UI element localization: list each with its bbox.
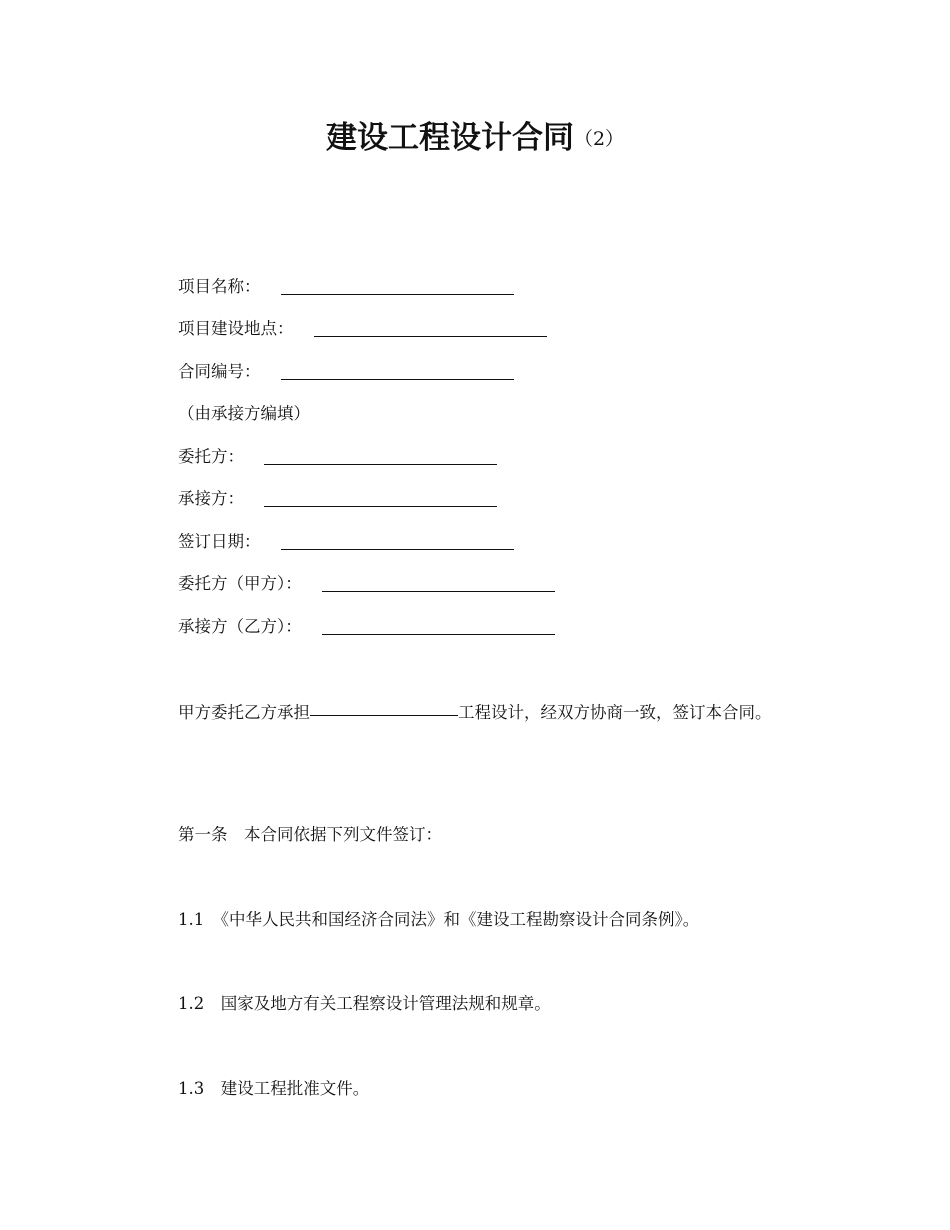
field-label: 项目名称： xyxy=(178,277,261,296)
field-blank[interactable] xyxy=(281,294,514,295)
field-blank[interactable] xyxy=(322,634,555,635)
intro-after: 工程设计，经双方协商一致，签订本合同。 xyxy=(458,703,772,722)
field-blank[interactable] xyxy=(281,549,514,550)
article-1-item: 1.1 《中华人民共和国经济合同法》和《建设工程勘察设计合同条例》。 xyxy=(178,910,700,929)
project-name-blank[interactable] xyxy=(310,715,458,716)
field-party-a xyxy=(178,573,555,595)
field-blank[interactable] xyxy=(322,591,555,592)
article-1-item: 1.2 国家及地方有关工程察设计管理法规和规章。 xyxy=(178,994,551,1013)
field-party-b xyxy=(178,616,555,638)
intro-before: 甲方委托乙方承担 xyxy=(178,703,310,722)
article-1-item: 1.3 建设工程批准文件。 xyxy=(178,1079,370,1098)
field-signing-date xyxy=(178,531,514,553)
field-blank[interactable] xyxy=(264,506,497,507)
field-label: 委托方： xyxy=(178,447,244,466)
field-blank[interactable] xyxy=(281,379,514,380)
document-title-suffix: （2） xyxy=(573,128,625,150)
field-project-location xyxy=(178,318,547,340)
article-1-heading: 第一条 本合同依据下列文件签订： xyxy=(178,825,442,844)
field-project-name xyxy=(178,276,514,298)
intro-paragraph xyxy=(178,702,772,724)
field-label: 合同编号： xyxy=(178,362,261,381)
document-title-main: 建设工程设计合同 xyxy=(325,120,574,156)
field-contract-number xyxy=(178,361,514,383)
document-title xyxy=(0,112,950,157)
field-label: 承接方： xyxy=(178,489,244,508)
field-contractor xyxy=(178,488,497,510)
field-label: 委托方（甲方）： xyxy=(178,574,302,593)
field-blank[interactable] xyxy=(314,336,547,337)
contract-number-note: （由承接方编填） xyxy=(178,404,310,423)
field-label: 项目建设地点： xyxy=(178,319,294,338)
field-label: 承接方（乙方）： xyxy=(178,617,302,636)
field-label: 签订日期： xyxy=(178,532,261,551)
field-client xyxy=(178,446,497,468)
field-blank[interactable] xyxy=(264,464,497,465)
